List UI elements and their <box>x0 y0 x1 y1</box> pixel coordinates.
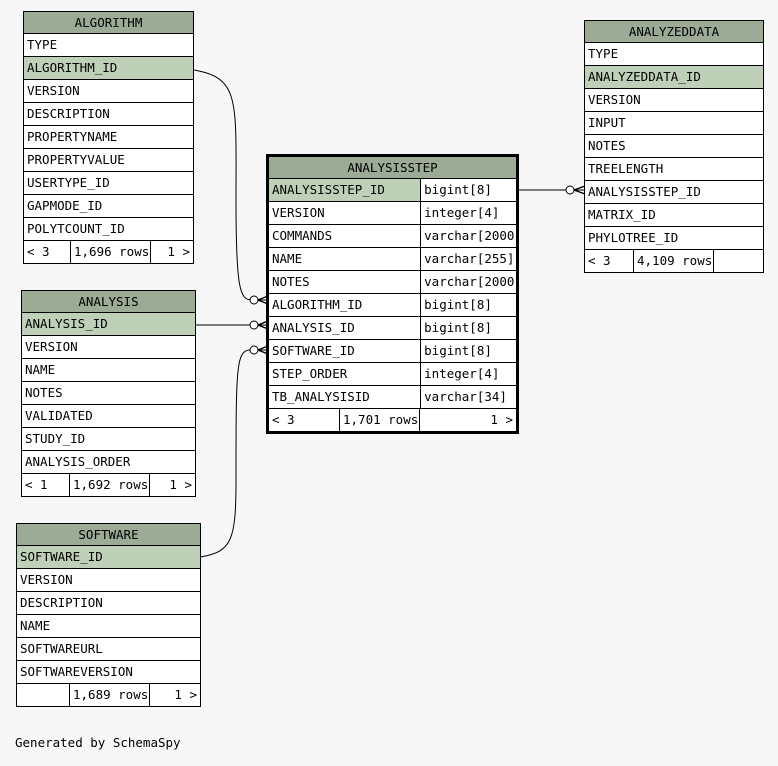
generated-by-label: Generated by SchemaSpy <box>15 735 181 750</box>
column-name: COMMANDS <box>272 228 333 243</box>
column-name: VERSION <box>272 205 325 220</box>
table-row[interactable] <box>22 428 195 451</box>
column-name: ALGORITHM_ID <box>27 60 118 75</box>
column-name: ANALYZEDDATA_ID <box>588 69 701 84</box>
children-link[interactable]: 1 > <box>149 684 200 706</box>
edge-analysis-end-circle <box>250 321 258 329</box>
parents-link[interactable]: < 1 <box>25 477 48 492</box>
table-footer <box>24 241 193 263</box>
column-name: NAME <box>20 618 51 633</box>
table-row[interactable] <box>22 405 195 428</box>
table-row[interactable] <box>585 181 763 204</box>
table-row[interactable] <box>17 661 200 684</box>
column-name: DESCRIPTION <box>20 595 103 610</box>
row-count: 4,109 rows <box>633 250 713 272</box>
table-title[interactable]: ALGORITHM <box>24 12 193 34</box>
column-type: varchar[34] <box>420 386 516 408</box>
column-name: NOTES <box>272 274 310 289</box>
column-name: ANALYSISSTEP_ID <box>272 182 385 197</box>
table-analyzeddata[interactable] <box>584 20 764 273</box>
column-name: ANALYSIS_ID <box>272 320 355 335</box>
table-row-primary-key[interactable] <box>24 57 193 80</box>
table-row[interactable] <box>585 89 763 112</box>
table-row[interactable] <box>22 336 195 359</box>
table-row-primary-key[interactable] <box>585 66 763 89</box>
table-title[interactable]: ANALYSISSTEP <box>269 157 516 179</box>
column-name: VERSION <box>25 339 78 354</box>
table-row[interactable] <box>24 172 193 195</box>
table-row-primary-key[interactable] <box>22 313 195 336</box>
column-name: ANALYSIS_ORDER <box>25 454 131 469</box>
table-row[interactable] <box>24 126 193 149</box>
table-row[interactable] <box>24 218 193 241</box>
column-name: TYPE <box>588 46 619 61</box>
table-row[interactable] <box>24 34 193 57</box>
column-name: NOTES <box>588 138 626 153</box>
column-name: SOFTWAREURL <box>20 641 103 656</box>
column-type: integer[4] <box>420 363 516 385</box>
row-count: 1,701 rows <box>339 409 419 431</box>
table-row[interactable] <box>269 271 516 294</box>
column-type: varchar[2000 <box>420 271 516 293</box>
row-count: 1,696 rows <box>70 241 150 263</box>
column-name: GAPMODE_ID <box>27 198 103 213</box>
column-name: SOFTWAREVERSION <box>20 664 133 679</box>
parents-link[interactable] <box>17 684 69 706</box>
table-row[interactable] <box>269 340 516 363</box>
table-row[interactable] <box>585 227 763 250</box>
edge-software-analysisstep <box>200 350 268 557</box>
table-row[interactable] <box>585 135 763 158</box>
table-row[interactable] <box>22 359 195 382</box>
column-name: VERSION <box>588 92 641 107</box>
table-row[interactable] <box>17 615 200 638</box>
table-footer <box>269 409 516 431</box>
column-type: bigint[8] <box>420 340 516 362</box>
column-name: USERTYPE_ID <box>27 175 110 190</box>
column-name: POLYTCOUNT_ID <box>27 221 125 236</box>
children-link[interactable]: 1 > <box>419 409 516 431</box>
table-row[interactable] <box>269 248 516 271</box>
column-type: varchar[255] <box>420 248 516 270</box>
column-name: ALGORITHM_ID <box>272 297 363 312</box>
table-row-primary-key[interactable] <box>17 546 200 569</box>
column-name: PROPERTYVALUE <box>27 152 125 167</box>
table-row[interactable] <box>269 202 516 225</box>
table-footer <box>22 474 195 496</box>
table-title[interactable]: ANALYSIS <box>22 291 195 313</box>
column-name: STUDY_ID <box>25 431 86 446</box>
column-name: NAME <box>25 362 56 377</box>
table-row[interactable] <box>269 294 516 317</box>
table-row[interactable] <box>24 195 193 218</box>
edge-analyzeddata-end-circle <box>566 186 574 194</box>
column-name: DESCRIPTION <box>27 106 110 121</box>
column-name: STEP_ORDER <box>272 366 348 381</box>
children-link[interactable] <box>713 250 763 272</box>
table-row[interactable] <box>269 386 516 409</box>
table-title[interactable]: SOFTWARE <box>17 524 200 546</box>
column-name: VERSION <box>27 83 80 98</box>
column-name: PROPERTYNAME <box>27 129 118 144</box>
children-link[interactable]: 1 > <box>150 241 193 263</box>
column-name: TYPE <box>27 37 58 52</box>
table-algorithm[interactable] <box>23 11 194 264</box>
table-software[interactable] <box>16 523 201 707</box>
table-row[interactable] <box>269 225 516 248</box>
column-name: INPUT <box>588 115 626 130</box>
table-analysisstep[interactable] <box>266 154 519 434</box>
column-type: integer[4] <box>420 202 516 224</box>
column-name: TREELENGTH <box>588 161 664 176</box>
table-row[interactable] <box>585 112 763 135</box>
edge-software-end-circle <box>250 346 258 354</box>
column-name: PHYLOTREE_ID <box>588 230 679 245</box>
column-name: TB_ANALYSISID <box>272 389 370 404</box>
row-count: 1,689 rows <box>69 684 149 706</box>
table-analysis[interactable] <box>21 290 196 497</box>
table-footer <box>585 250 763 272</box>
column-type: bigint[8] <box>420 317 516 339</box>
parents-link[interactable]: < 3 <box>588 253 611 268</box>
column-name: VERSION <box>20 572 73 587</box>
table-row[interactable] <box>269 363 516 386</box>
table-footer <box>17 684 200 706</box>
column-name: ANALYSISSTEP_ID <box>588 184 701 199</box>
table-row[interactable] <box>24 149 193 172</box>
column-name: NOTES <box>25 385 63 400</box>
parents-link[interactable]: < 3 <box>272 412 295 427</box>
column-name: VALIDATED <box>25 408 93 423</box>
column-name: SOFTWARE_ID <box>20 549 103 564</box>
table-row[interactable] <box>585 43 763 66</box>
edge-algorithm-analysisstep <box>194 70 268 300</box>
column-name: ANALYSIS_ID <box>25 316 108 331</box>
table-row[interactable] <box>17 569 200 592</box>
column-name: NAME <box>272 251 303 266</box>
column-type: varchar[2000 <box>420 225 516 247</box>
table-title[interactable]: ANALYZEDDATA <box>585 21 763 43</box>
children-link[interactable]: 1 > <box>149 474 195 496</box>
table-row[interactable] <box>269 317 516 340</box>
column-type: bigint[8] <box>420 294 516 316</box>
table-row[interactable] <box>17 638 200 661</box>
column-type: bigint[8] <box>420 179 516 201</box>
table-row[interactable] <box>17 592 200 615</box>
table-row[interactable] <box>585 158 763 181</box>
parents-link[interactable]: < 3 <box>27 244 50 259</box>
column-name: SOFTWARE_ID <box>272 343 355 358</box>
edge-algorithm-end-circle <box>250 296 258 304</box>
row-count: 1,692 rows <box>69 474 149 496</box>
table-row[interactable] <box>22 382 195 405</box>
table-row[interactable] <box>24 80 193 103</box>
column-name: MATRIX_ID <box>588 207 656 222</box>
table-row[interactable] <box>585 204 763 227</box>
table-row[interactable] <box>24 103 193 126</box>
table-row-primary-key[interactable] <box>269 179 516 202</box>
table-row[interactable] <box>22 451 195 474</box>
